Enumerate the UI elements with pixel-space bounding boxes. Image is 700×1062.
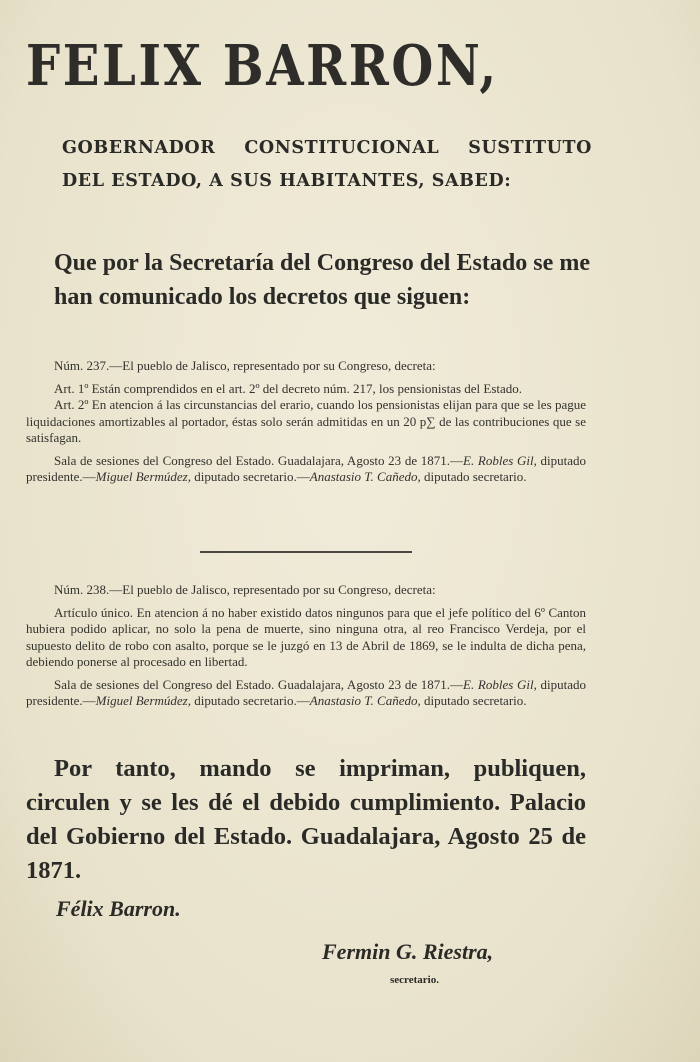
secretary-signature: Fermin G. Riestra,: [322, 939, 494, 964]
governor-subtitle: GOBERNADOR CONSTITUCIONAL SUSTITUTO DEL ESTADO, A SUS HABITANTES, SABED:: [62, 138, 592, 191]
decree-238-role-secretary-2: diputado secretario.: [420, 693, 527, 708]
decree-237-role-president: diputado presidente.—: [26, 452, 587, 484]
decree-237-heading: Núm. 237.—El pueblo de Jalisco, representado por su Congreso, decreta:: [54, 358, 436, 373]
decree-237-art1: Art. 1º Están comprendidos en el art. 2º del decreto núm. 217, los pensionistas del Estado.: [54, 380, 523, 396]
decree-238-role-president: diputado presidente.—: [26, 676, 587, 708]
secretary-role: secretario.: [390, 974, 439, 986]
decree-237-role-secretary-2: diputado secretario.: [420, 469, 527, 484]
decree-237-signer-secretary-1: Miguel Bermúdez,: [95, 469, 191, 484]
section-divider: [200, 551, 412, 553]
decree-237-signer-president: E. Robles Gil,: [463, 452, 537, 468]
decree-237-role-secretary-1: diputado secretario.—: [190, 469, 310, 484]
decree-237-session-text: Sala de sesiones del Congreso del Estado. Guadalajara, Agosto 23 de 1871.—: [54, 452, 464, 468]
lead-paragraph: Que por la Secretaría del Congreso del Estado se me han comunicado los decretos que siguen:: [54, 250, 590, 310]
decree-238-signer-secretary-1: Miguel Bermúdez,: [95, 693, 191, 708]
decree-237-signer-secretary-2: Anastasio T. Cañedo,: [309, 469, 421, 484]
decree-238-signer-president: E. Robles Gil,: [463, 676, 537, 692]
closing-paragraph: Por tanto, mando se impriman, publiquen, circulen y se les dé el debido cumplimiento. Palacio del Gobierno del Estado. Guadalajara, Agosto 25 de 1871.: [26, 755, 586, 884]
decree-238-session: [26, 677, 586, 710]
decree-238: [26, 582, 586, 710]
decree-237-art2: Art. 2º En atencion á las circunstancias del erario, cuando los pensionistas elijan para que se les pague liquidaciones amortizables al portador, éstas solo serán admitidas en un 20 p∑ de las contribuciones que se satisfagan.: [26, 397, 586, 445]
decree-237: [26, 358, 586, 486]
governor-signature: Félix Barron.: [56, 896, 181, 921]
decree-238-article: Artículo único. En atencion á no haber existido datos ningunos para que el jefe político del 6º Canton hubiera podido aplicar, no solo la pena de muerte, sino ninguna otra, al reo Francisco Verdeja, por el supuesto delito de robo con asalto, porque se le juzgó en 13 de Abril de 1869, se le indulta de dicha pena, debiendo ponerse al procesado en libertad.: [26, 604, 586, 669]
decree-238-role-secretary-1: diputado secretario.—: [190, 693, 310, 708]
decree-238-signer-secretary-2: Anastasio T. Cañedo,: [309, 693, 421, 708]
decree-238-heading: Núm. 238.—El pueblo de Jalisco, representado por su Congreso, decreta:: [54, 582, 436, 597]
decree-238-session-text: Sala de sesiones del Congreso del Estado. Guadalajara, Agosto 23 de 1871.—: [54, 676, 464, 692]
page-title: FELIX BARRON,: [26, 33, 499, 99]
decree-237-session: [26, 453, 586, 486]
